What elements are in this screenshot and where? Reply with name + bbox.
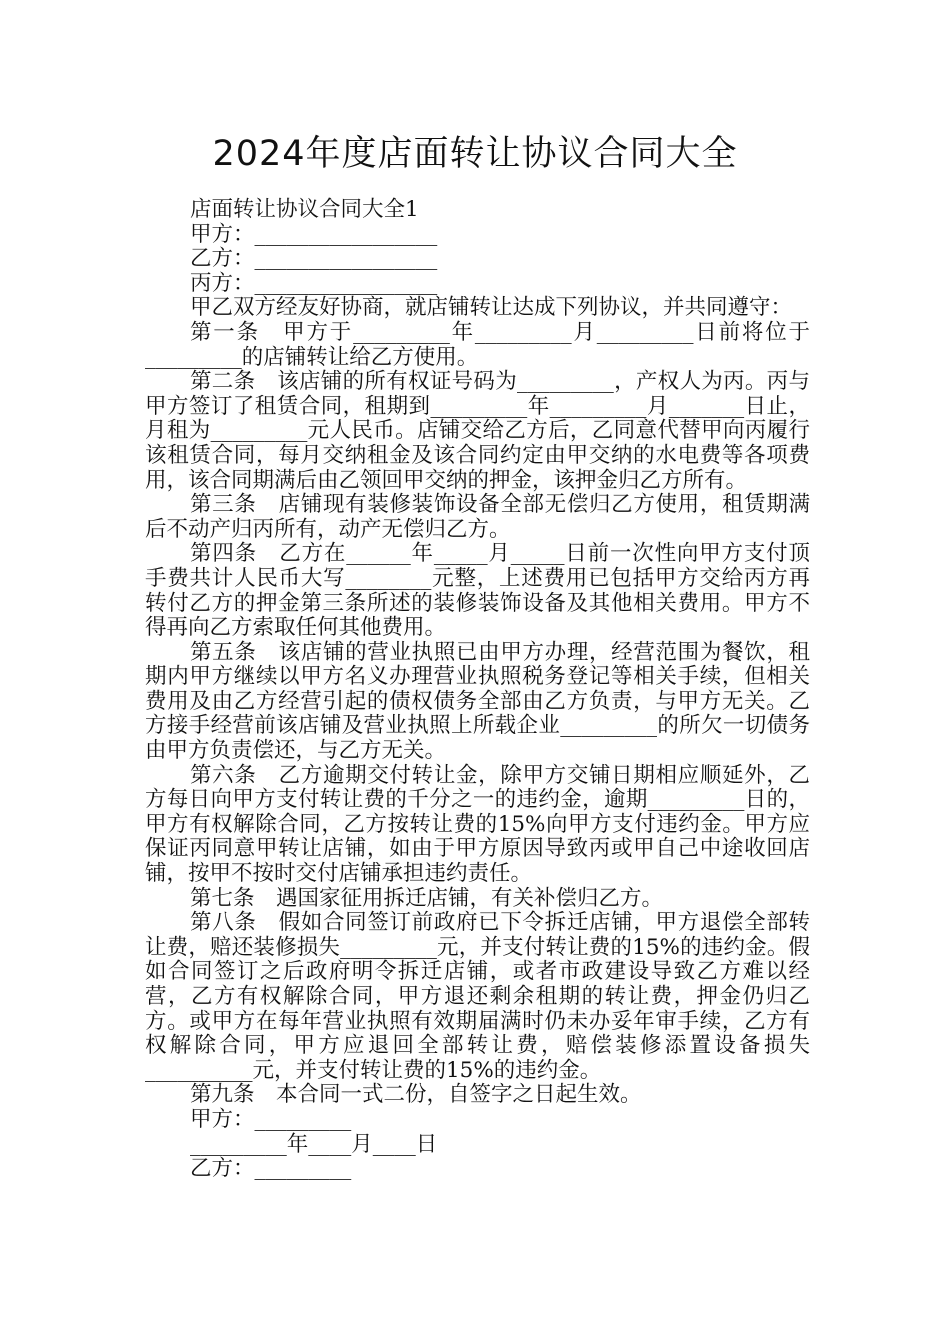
intro-paragraph: 甲乙双方经友好协商，就店铺转让达成下列协议，并共同遵守： [190,295,793,321]
article-6: 第六条 乙方逾期交付转让金，除甲方交铺日期相应顺延外，乙方每日向甲方支付转让费的千分之一的违约金，逾期_________日的，甲方有权解除合同，乙方按转让费的15%向甲方支付违约金。甲方应保证丙同意甲转让店铺，如由于甲方原因导致丙或甲自己中途收回店铺，按甲不按时交付店铺承担违约责任。 [145,762,810,887]
party-a-line: 甲方：_________________ [190,221,438,247]
article-5: 第五条 该店铺的营业执照已由甲方办理，经营范围为餐饮，租期内甲方继续以甲方名义办理营业执照税务登记等相关手续，但相关费用及由乙方经营引起的债权债务全部由乙方负责，与甲方无关。乙方接手经营前该店铺及营业执照上所载企业_________的所欠一切债务由甲方负责偿还，与乙方无关。 [145,639,810,764]
article-9: 第九条 本合同一式二份，自签字之日起生效。 [190,1082,642,1108]
document-title: 2024年度店面转让协议合同大全 [212,134,738,174]
signature-party-b: 乙方：_________ [190,1156,352,1182]
signature-party-a: 甲方：_________ [190,1106,352,1132]
article-3: 第三条 店铺现有装修装饰设备全部无偿归乙方使用，租赁期满后不动产归丙所有，动产无偿归乙方。 [145,492,810,542]
contract-subtitle: 店面转让协议合同大全1 [190,197,419,222]
article-1: 第一条 甲方于_________年_________月_________日前将位于_________的店铺转让给乙方使用。 [145,319,810,370]
article-2: 第二条 该店铺的所有权证号码为_________，产权人为丙。丙与甲方签订了租赁合同，租期到_________年_________月_______日止，月租为_________元人民币。店铺交给乙方后，乙同意代替甲向丙履行该租赁合同，每月交纳租金及该合同约定由甲交纳的水电费等各项费用，该合同期满后由乙领回甲交纳的押金，该押金归乙方所有。 [145,369,810,493]
article-7: 第七条 遇国家征用拆迁店铺，有关补偿归乙方。 [190,885,664,911]
party-c-line: 丙方：_________________ [190,270,438,296]
article-8: 第八条 假如合同签订前政府已下令拆迁店铺，甲方退偿全部转让费，赔还装修损失_________元，并支付转让费的15%的违约金。假如合同签订之后政府明令拆迁店铺，或者市政建设导致乙方难以经营，乙方有权解除合同，甲方退还剩余租期的转让费，押金仍归乙方。或甲方在每年营业执照有效期届满时仍未办妥年审手续，乙方有权解除合同，甲方应退回全部转让费，赔偿装修添置设备损失__________元，并支付转让费的15%的违约金。 [145,910,810,1083]
article-4: 第四条 乙方在______年_____月_____日前一次性向甲方支付顶手费共计人民币大写________元整，上述费用已包括甲方交给丙方再转付乙方的押金第三条所述的装修装饰设备及其他相关费用。甲方不得再向乙方索取任何其他费用。 [145,541,810,641]
signature-date: _________年____月____日 [190,1131,438,1157]
contract-body [145,198,810,1182]
party-b-line: 乙方：_________________ [190,246,438,272]
